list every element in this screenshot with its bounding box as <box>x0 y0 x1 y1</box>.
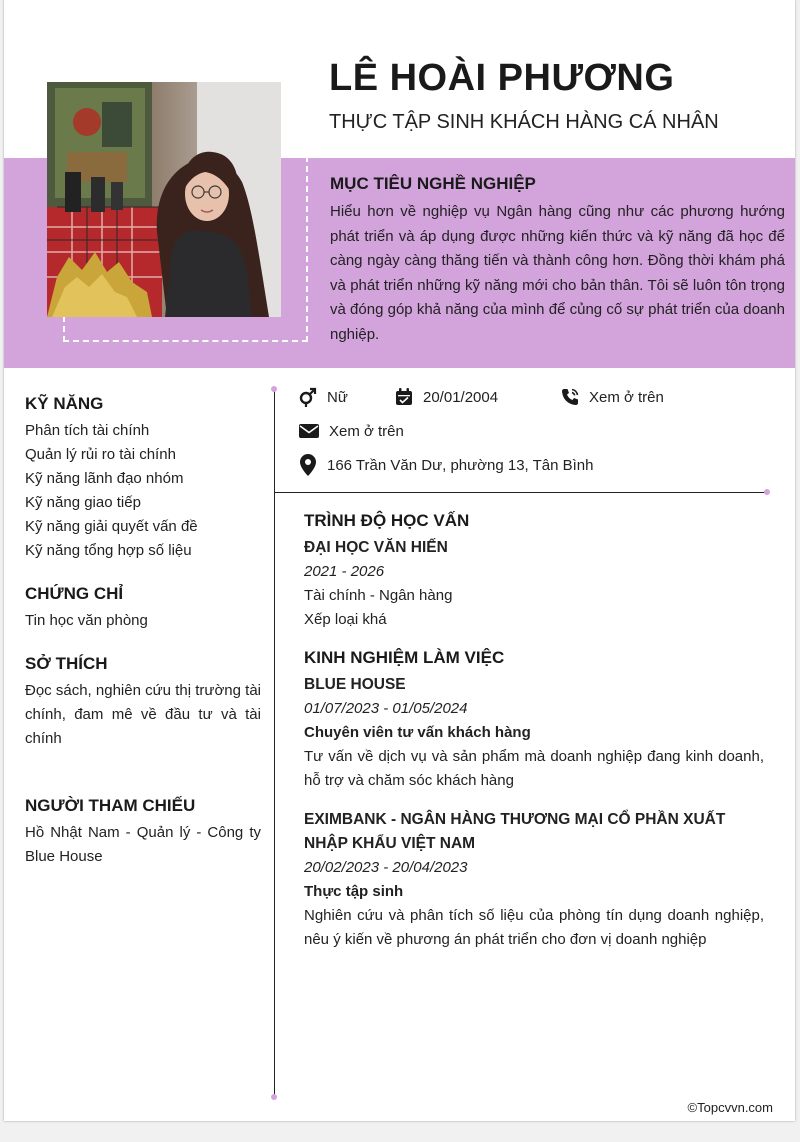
email-value: Xem ở trên <box>329 422 404 440</box>
job-title: THỰC TẬP SINH KHÁCH HÀNG CÁ NHÂN <box>329 111 719 133</box>
skills-heading: KỸ NĂNG <box>25 394 104 413</box>
job-role: Thực tập sinh <box>304 883 404 900</box>
skill-item: Kỹ năng giao tiếp <box>25 494 141 511</box>
timeline-dot-bottom <box>271 1094 277 1100</box>
company-name: EXIMBANK - NGÂN HÀNG THƯƠNG MẠI CỔ PHẦN XUẤT NHẬP KHẨU VIỆT NAM <box>304 811 726 852</box>
skill-item: Kỹ năng tổng hợp số liệu <box>25 542 192 559</box>
skills-list <box>25 419 198 563</box>
certificate-item: Tin học văn phòng <box>25 612 148 629</box>
education-major: Tài chính - Ngân hàng <box>304 587 453 604</box>
job-role: Chuyên viên tư vấn khách hàng <box>304 724 531 741</box>
timeline-dot-top <box>271 386 277 392</box>
education-heading: TRÌNH ĐỘ HỌC VẤN <box>304 511 470 530</box>
education-grade: Xếp loại khá <box>304 611 387 628</box>
school-name: ĐẠI HỌC VĂN HIẾN <box>304 539 448 556</box>
address-value: 166 Trần Văn Dư, phường 13, Tân Bình <box>327 456 594 474</box>
gender-icon <box>297 386 319 408</box>
references-heading: NGƯỜI THAM CHIẾU <box>25 796 196 815</box>
company-name: BLUE HOUSE <box>304 676 406 693</box>
phone-value: Xem ở trên <box>589 388 664 406</box>
skill-item: Kỹ năng giải quyết vấn đề <box>25 518 198 535</box>
footer-credit: ©Topcvvn.com <box>687 1100 773 1115</box>
contact-divider <box>274 492 767 493</box>
location-pin-icon <box>297 454 319 476</box>
phone-icon <box>559 386 581 408</box>
experience-entry <box>304 808 764 952</box>
skill-item: Kỹ năng lãnh đạo nhóm <box>25 470 184 487</box>
profile-photo-illustration <box>47 82 281 317</box>
email-icon <box>297 420 321 442</box>
gender-value: Nữ <box>327 388 348 406</box>
calendar-icon <box>393 386 415 408</box>
contact-birthday <box>393 386 498 408</box>
certificates-heading: CHỨNG CHỈ <box>25 584 124 603</box>
profile-photo <box>47 82 281 317</box>
job-period: 20/02/2023 - 20/04/2023 <box>304 859 468 876</box>
education-entry <box>304 536 764 632</box>
references-text: Hồ Nhật Nam - Quản lý - Công ty Blue House <box>25 824 261 865</box>
birthday-value: 20/01/2004 <box>423 388 499 406</box>
job-period: 01/07/2023 - 01/05/2024 <box>304 700 468 717</box>
contact-phone <box>559 386 664 408</box>
contact-address <box>297 454 593 476</box>
experience-heading: KINH NGHIỆM LÀM VIỆC <box>304 648 505 667</box>
contact-gender <box>297 386 348 408</box>
hobbies-heading: SỞ THÍCH <box>25 654 108 673</box>
candidate-name: LÊ HOÀI PHƯƠNG <box>329 57 675 99</box>
skill-item: Phân tích tài chính <box>25 422 150 439</box>
objective-text: Hiểu hơn về nghiệp vụ Ngân hàng cũng như các phương hướng phát triển và áp dụng được những kiến thức và kỹ năng đã học để càng ngày càng thăng tiến và thành công hơn. Đồng thời khám phá và phát triển những kỹ năng mới cho bản thân. Tôi sẽ luôn tôn trọng và đóng góp khả năng của mình để củng cố sự phát triển của doanh nghiệp. <box>330 203 785 343</box>
job-description: Tư vấn về dịch vụ và sản phẩm mà doanh nghiệp đang kinh doanh, hỗ trợ và chăm sóc khách hàng <box>304 748 764 789</box>
hobbies-text: Đọc sách, nghiên cứu thị trường tài chính, đam mê về đầu tư và tài chính <box>25 682 261 747</box>
timeline-line <box>274 389 275 1097</box>
contact-email <box>297 420 404 442</box>
objective-heading: MỤC TIÊU NGHỀ NGHIỆP <box>330 174 536 193</box>
divider-dot <box>764 489 770 495</box>
cv-page <box>4 0 795 1121</box>
education-period: 2021 - 2026 <box>304 563 385 580</box>
experience-entry <box>304 673 764 793</box>
skill-item: Quản lý rủi ro tài chính <box>25 446 176 463</box>
certificates-list <box>25 609 148 633</box>
job-description: Nghiên cứu và phân tích số liệu của phòng tín dụng doanh nghiệp, nêu ý kiến về phương án phát triển cho đơn vị doanh nghiệp <box>304 907 764 948</box>
